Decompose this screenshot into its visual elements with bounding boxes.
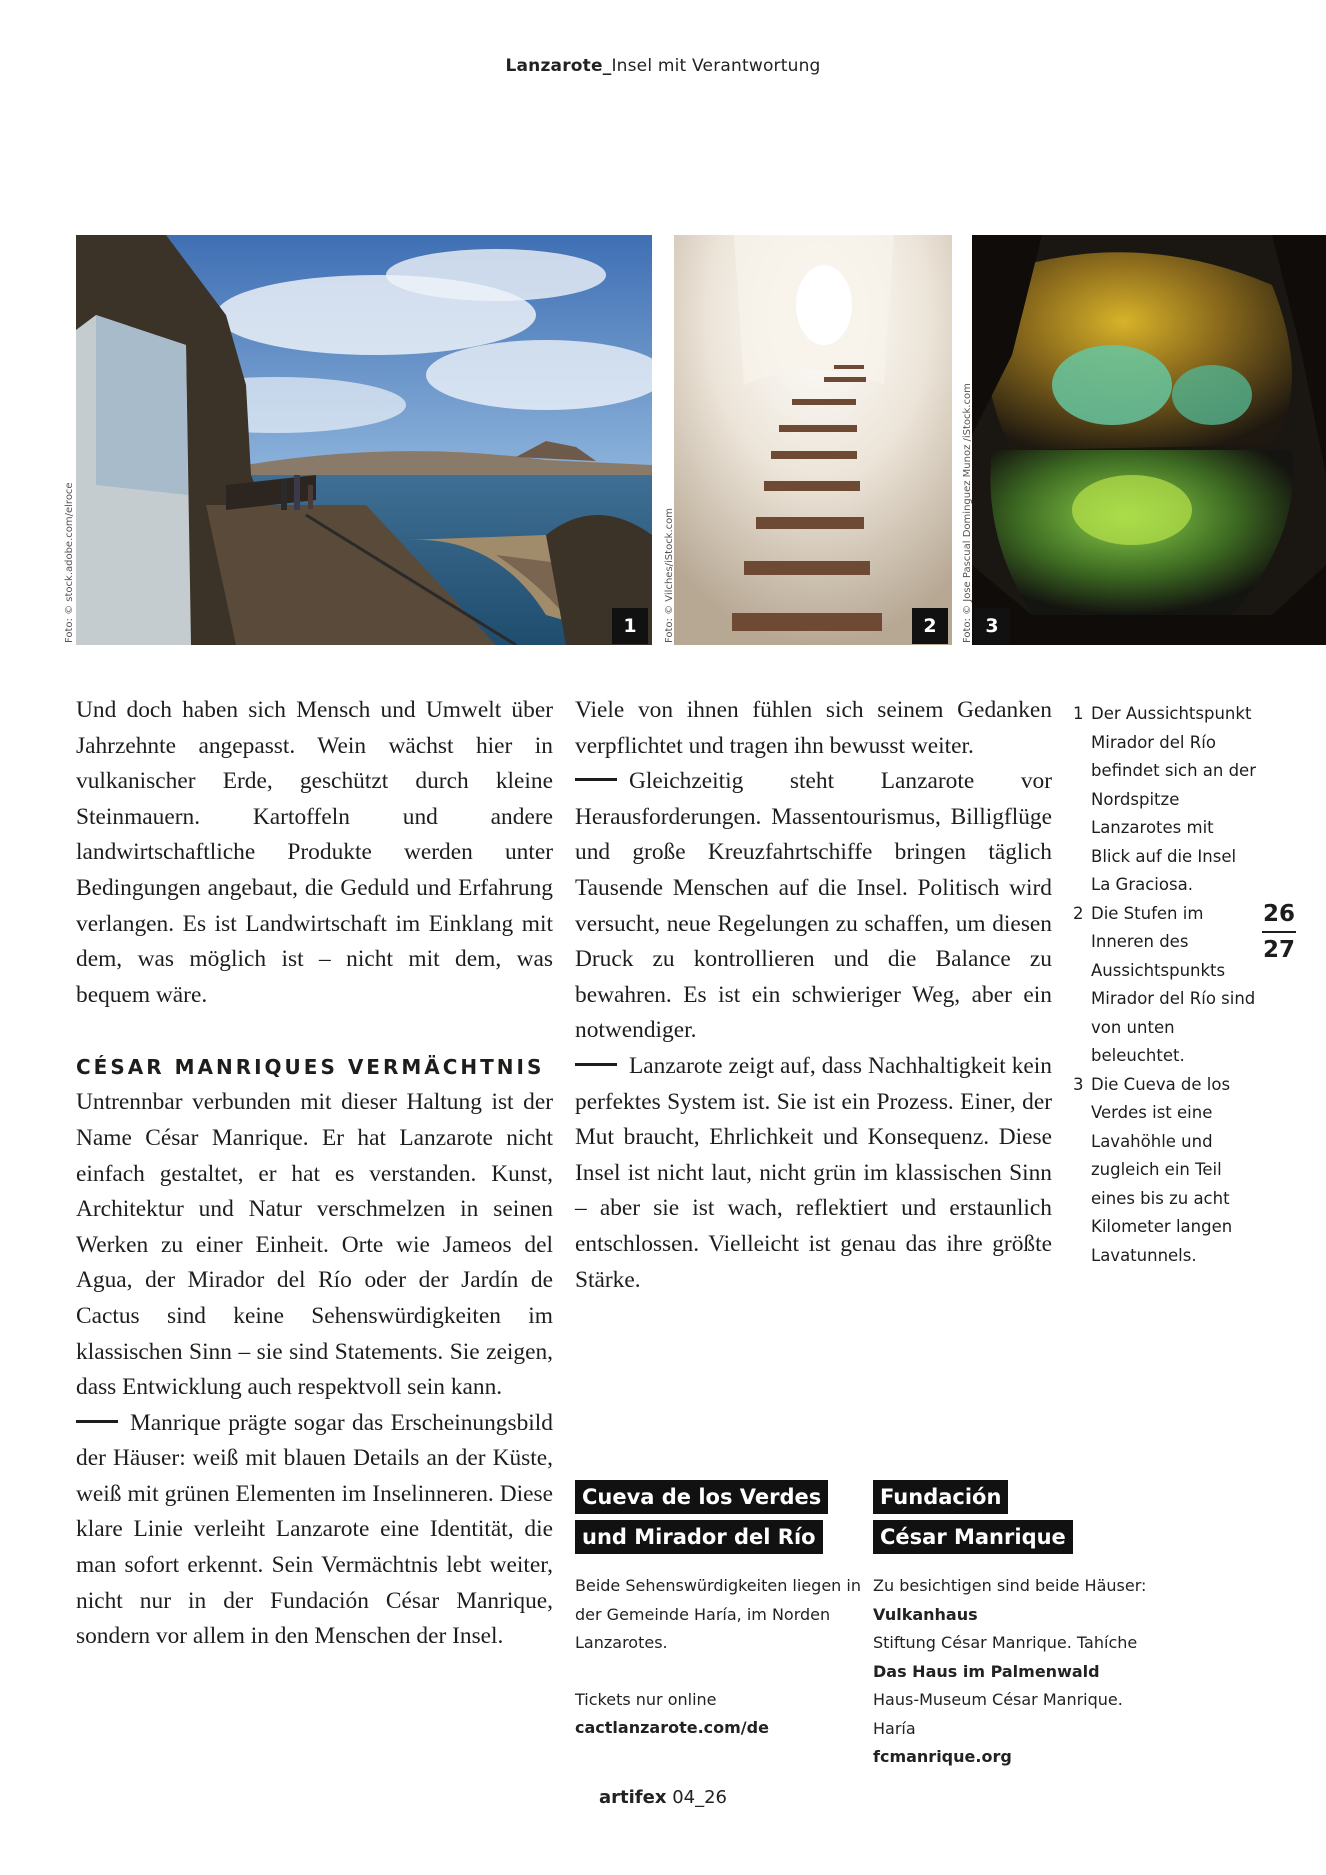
footer-issue: 04_26 <box>672 1787 727 1808</box>
info-box-2-title-line-2: César Manrique <box>873 1520 1073 1554</box>
col2-paragraph-3 <box>575 1049 1052 1298</box>
col2-paragraph-1: Viele von ihnen fühlen sich seinem Gedanken verpflichtet und tragen ihn bewusst weiter. <box>575 697 1052 759</box>
page-number-right: 27 <box>1262 937 1295 963</box>
info-box-1-title-line-2: und Mirador del Río <box>575 1520 823 1554</box>
info-box-2-body <box>873 1572 1163 1772</box>
info-box-2-intro: Zu besichtigen sind beide Häuser: <box>873 1576 1147 1595</box>
caption-text: Die Cueva de los Verdes ist eine Lavahöhle und zugleich ein Teil eines bis zu acht Kilometer langen Lavatunnels. <box>1091 1074 1233 1265</box>
info-box-1-link[interactable]: cactlanzarote.com/de <box>575 1718 769 1737</box>
col1-paragraph-3 <box>76 1406 553 1655</box>
col2-paragraph-3-text: Lanzarote zeigt auf, dass Nachhaltigkeit kein perfektes System ist. Sie ist ein Prozess. Einer, der Mut braucht, Ehrlichkeit und Konsequenz. Diese Insel ist nicht laut, nicht grün im klassischen Sinn – aber sie ist wach, reflektiert und erstaunlich entschlossen. Vielleicht ist genau das ihre größte Stärke. <box>575 1052 1052 1293</box>
info-box-2-link[interactable]: fcmanrique.org <box>873 1747 1012 1766</box>
photo-captions <box>1073 700 1257 1270</box>
info-box-fundacion <box>873 1480 1163 1772</box>
photo-mirador-viewpoint <box>76 235 652 645</box>
photo-credit-3: Foto: © Jose Pascual Dominguez Munoz /iStock.com <box>962 383 973 643</box>
section-subheading: CÉSAR MANRIQUES VERMÄCHTNIS <box>76 1055 545 1080</box>
caption-3 <box>1073 1071 1257 1271</box>
info-box-2-house-1-desc: Stiftung César Manrique. Tahíche <box>873 1633 1138 1652</box>
caption-1 <box>1073 700 1257 900</box>
info-box-2-title-line-1: Fundación <box>873 1480 1008 1514</box>
page-footer <box>0 1787 1326 1808</box>
caption-2 <box>1073 900 1257 1071</box>
photo-badge-3: 3 <box>974 608 1010 644</box>
info-box-2-house-1-name: Vulkanhaus <box>873 1604 978 1624</box>
header-title-bold: Lanzarote <box>505 56 603 76</box>
photo-credit-1: Foto: © stock.adobe.com/elroce <box>64 482 75 643</box>
page-number-divider <box>1262 931 1296 933</box>
photo-lava-cave <box>972 235 1326 645</box>
info-box-1-text: Beide Sehenswürdigkeiten liegen in der Gemeinde Haría, im Norden Lanzarotes. <box>575 1576 861 1652</box>
col1-paragraph-3-text: Manrique prägte sogar das Erscheinungsbild der Häuser: weiß mit blauen Details an der Küste, weiß mit grünen Elementen im Inselinneren. Diese klare Linie verleiht Lanzarote eine Identität, die man sofort erkennt. Sein Vermächtnis lebt weiter, nicht nur in der Fundación César Manrique, sondern vor allem in den Menschen der Insel. <box>76 1409 553 1650</box>
caption-number: 1 <box>1073 704 1084 723</box>
photo-staircase <box>674 235 952 645</box>
caption-text: Die Stufen im Inneren des Aussichtspunkts Mirador del Río sind von unten beleuchtet. <box>1091 903 1256 1065</box>
paragraph-dash <box>575 778 617 781</box>
col2-paragraph-2 <box>575 764 1052 1049</box>
page-header <box>0 56 1326 76</box>
header-title-separator: _ <box>602 56 612 76</box>
col1-paragraph-1: Und doch haben sich Mensch und Umwelt über Jahrzehnte angepasst. Wein wächst hier in vulkanischer Erde, geschützt durch kleine Steinmauern. Kartoffeln und andere landwirtschaftliche Produkte werden unter Bedingungen angebaut, die Geduld und Erfahrung verlangen. Es ist Landwirtschaft im Einklang mit dem, was möglich ist – nicht mit dem, was bequem wäre. <box>76 697 553 1008</box>
info-box-2-house-2-desc: Haus-Museum César Manrique. Haría <box>873 1690 1123 1738</box>
info-box-1-body <box>575 1572 865 1743</box>
info-box-1-tickets: Tickets nur online <box>575 1689 717 1709</box>
caption-number: 2 <box>1073 903 1084 923</box>
header-title-rest: Insel mit Verantwortung <box>611 56 821 76</box>
photo-badge-2: 2 <box>912 608 948 644</box>
paragraph-dash <box>575 1063 617 1066</box>
photo-credit-2: Foto: © Vilches/iStock.com <box>664 507 675 643</box>
paragraph-dash <box>76 1420 118 1423</box>
info-box-1-title-line-1: Cueva de los Verdes <box>575 1480 828 1514</box>
article-column-2 <box>575 693 1052 1298</box>
spacer <box>575 1658 865 1686</box>
caption-text: Der Aussichtspunkt Mirador del Río befindet sich an der Nordspitze Lanzarotes mit Blick auf die Insel La Graciosa. <box>1091 704 1256 894</box>
footer-brand: artifex <box>599 1787 667 1808</box>
caption-number: 3 <box>1073 1074 1084 1094</box>
photo-badge-1: 1 <box>612 608 648 644</box>
info-box-cueva <box>575 1480 865 1743</box>
col1-paragraph-2: Untrennbar verbunden mit dieser Haltung ist der Name César Manrique. Er hat Lanzarote nicht einfach gestaltet, er hat es verstanden. Kunst, Architektur und Natur verschmelzen in seinen Werken zu einer Einheit. Orte wie Jameos del Agua, der Mirador del Río oder der Jardín de Cactus sind keine Sehenswürdigkeiten im klassischen Sinn – sie sind Statements. Sie zeigen, dass Entwicklung auch respektvoll sein kann. <box>76 1089 553 1401</box>
article-column-1 <box>76 693 553 1655</box>
info-box-2-house-2-name: Das Haus im Palmenwald <box>873 1661 1100 1681</box>
page-number-left: 26 <box>1262 901 1295 927</box>
page-numbers <box>1258 900 1300 964</box>
col2-paragraph-2-text: Gleichzeitig steht Lanzarote vor Herausforderungen. Massentourismus, Billigflüge und große Kreuzfahrtschiffe bringen täglich Tausende Menschen auf die Insel. Politisch wird versucht, neue Regelungen zu schaffen, um diesen Druck zu kontrollieren und die Balance zu bewahren. Es ist ein schwieriger Weg, aber ein notwendiger. <box>575 768 1052 1044</box>
